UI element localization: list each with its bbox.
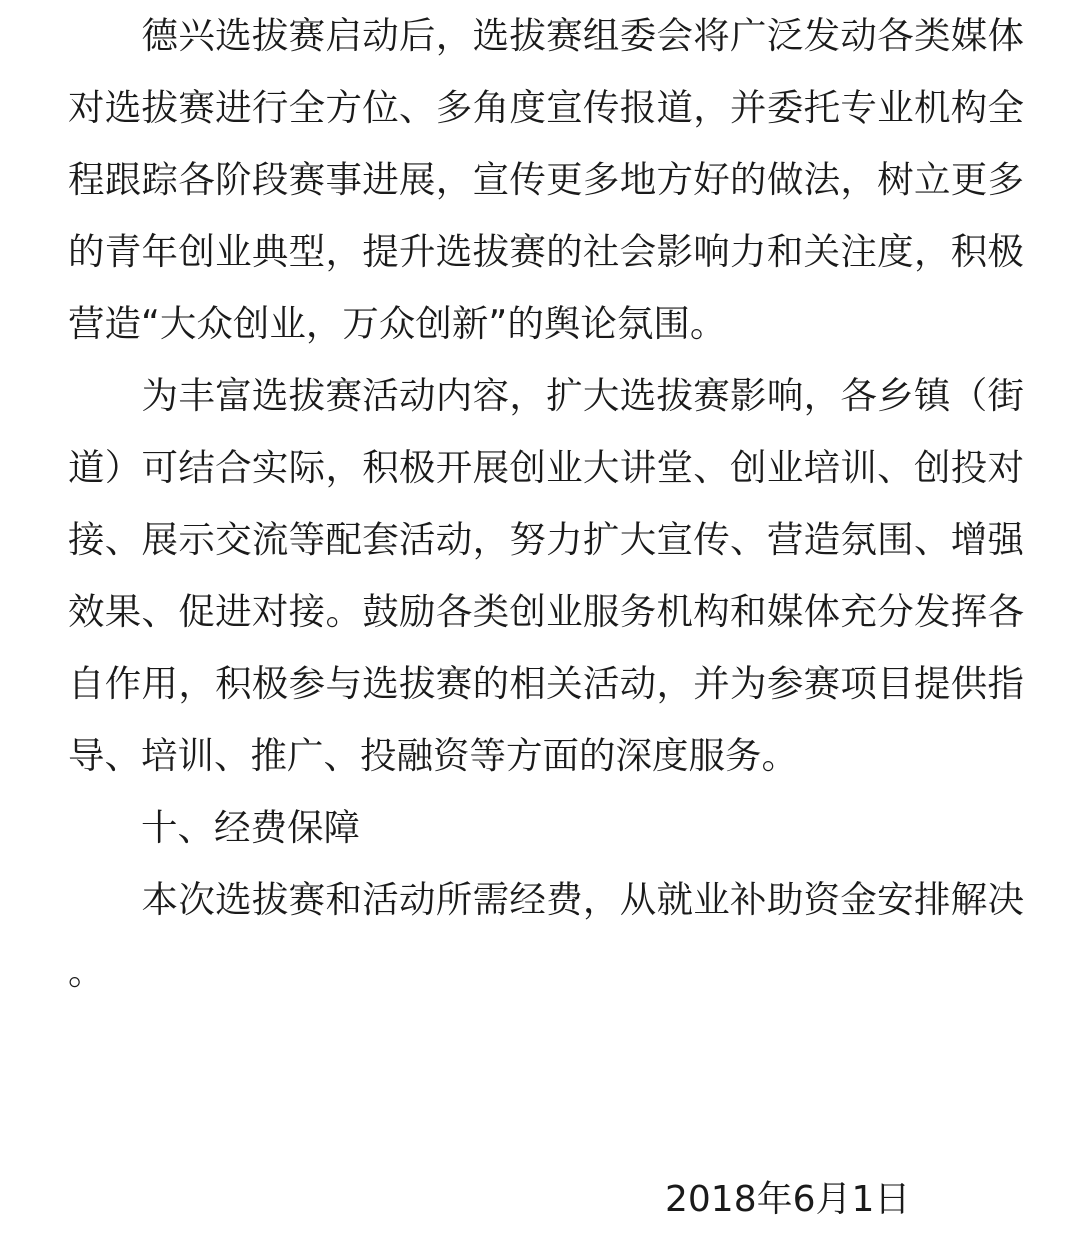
paragraph-2-line-6: 导、培训、推广、投融资等方面的深度服务。 <box>68 734 798 777</box>
paragraph-2-line-1: 为丰富选拔赛活动内容，扩大选拔赛影响，各乡镇（街 <box>68 374 1024 417</box>
paragraph-1-line-5: 营造“大众创业，万众创新”的舆论氛围。 <box>68 302 727 345</box>
paragraph-1-line-2: 对选拔赛进行全方位、多角度宣传报道，并委托专业机构全 <box>68 86 1024 129</box>
paragraph-2-line-2: 道）可结合实际，积极开展创业大讲堂、创业培训、创投对 <box>68 446 1024 489</box>
paragraph-3-line-2: 。 <box>68 950 105 993</box>
paragraph-1-line-1: 德兴选拔赛启动后，选拔赛组委会将广泛发动各类媒体 <box>68 14 1024 57</box>
paragraph-3-line-1: 本次选拔赛和活动所需经费，从就业补助资金安排解决 <box>68 878 1024 921</box>
paragraph-2-line-3: 接、展示交流等配套活动，努力扩大宣传、营造氛围、增强 <box>68 518 1024 561</box>
paragraph-2-line-4: 效果、促进对接。鼓励各类创业服务机构和媒体充分发挥各 <box>68 590 1024 633</box>
paragraph-1-line-3: 程跟踪各阶段赛事进展，宣传更多地方好的做法，树立更多 <box>68 158 1024 201</box>
paragraph-1-line-4: 的青年创业典型，提升选拔赛的社会影响力和关注度，积极 <box>68 230 1024 273</box>
document-date: 2018年6月1日 <box>665 1179 911 1220</box>
section-heading: 十、经费保障 <box>68 806 360 849</box>
paragraph-2-line-5: 自作用，积极参与选拔赛的相关活动，并为参赛项目提供指 <box>68 662 1024 705</box>
